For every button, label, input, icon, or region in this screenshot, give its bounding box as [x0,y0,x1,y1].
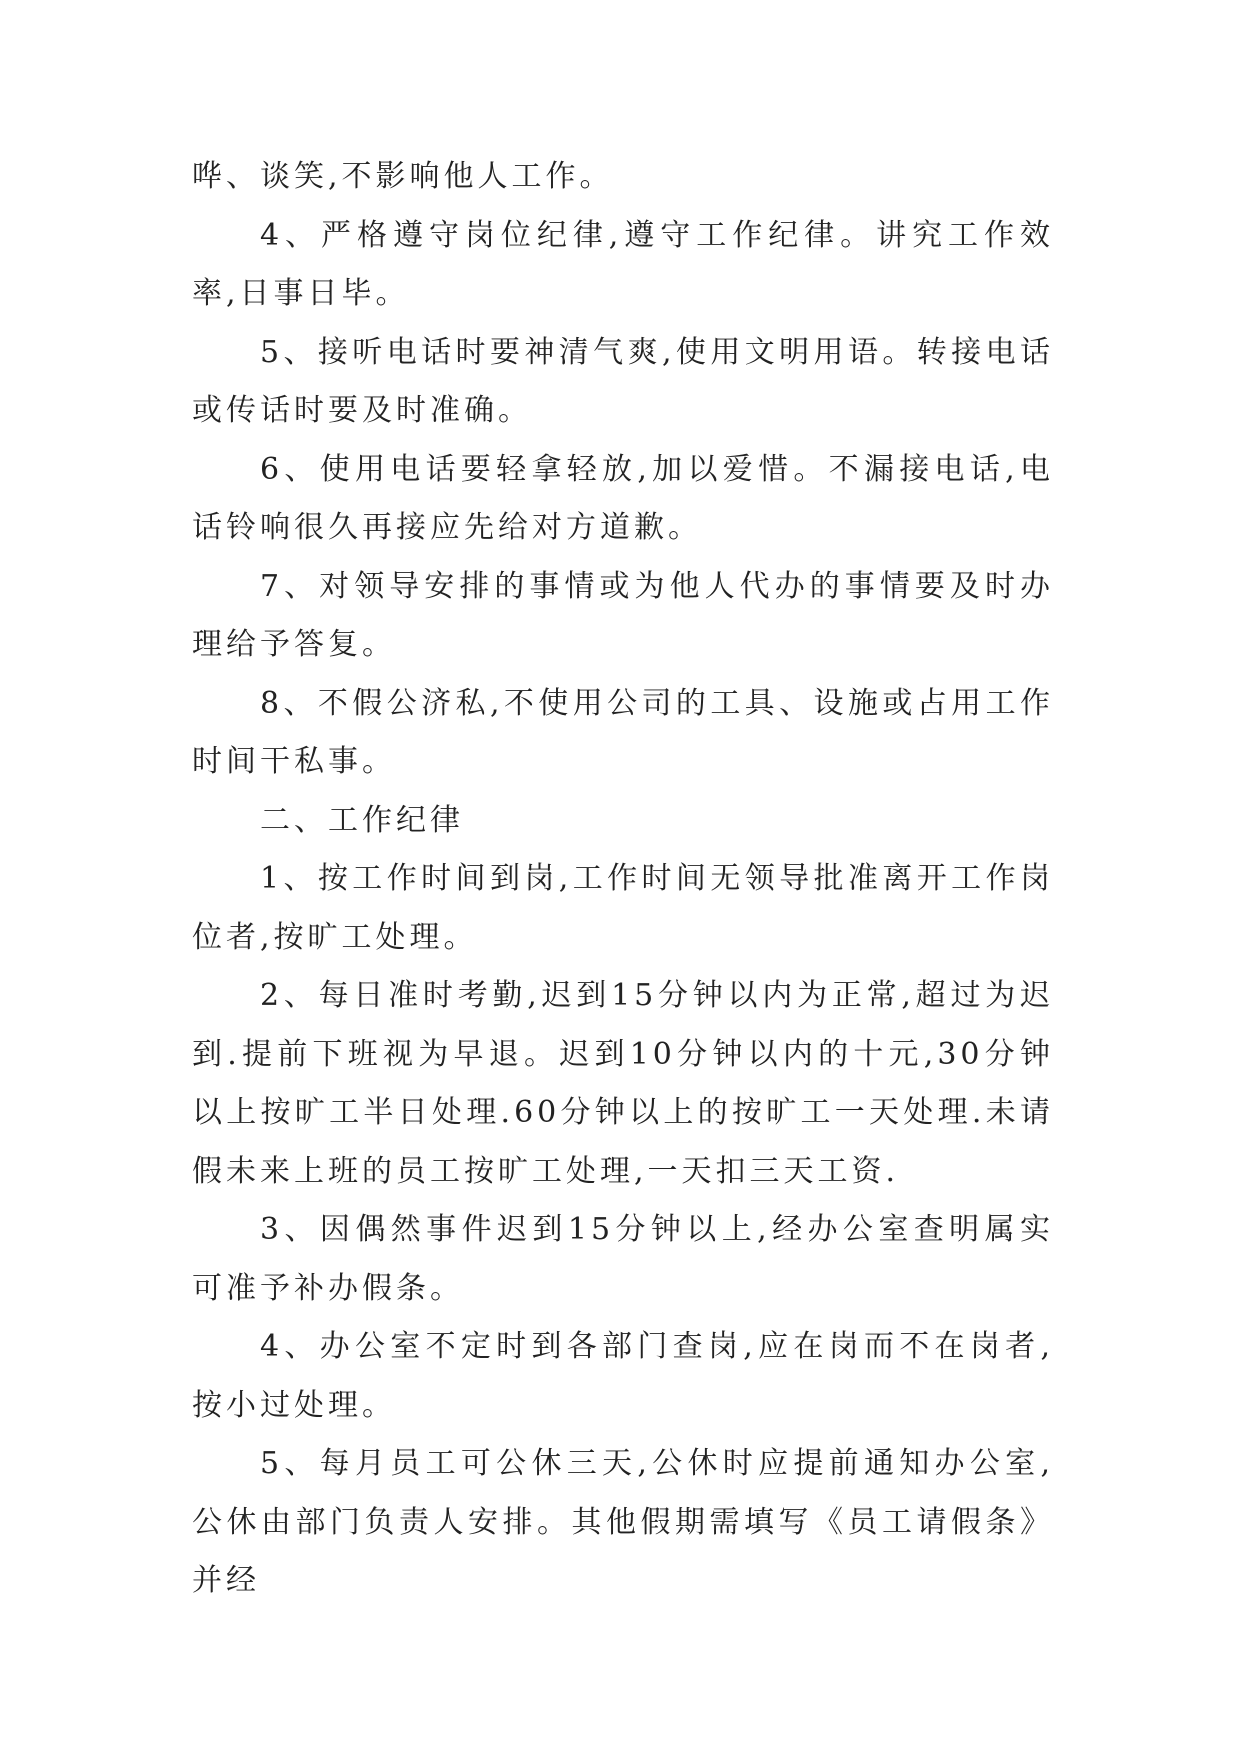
document-body [192,148,1054,1611]
paragraph-continued: 哗、谈笑,不影响他人工作。 [192,159,614,194]
paragraph-rule-6: 6、使用电话要轻拿轻放,加以爱惜。不漏接电话,电话铃响很久再接应先给对方道歉。 [192,451,1054,545]
paragraph-rule-4: 4、严格遵守岗位纪律,遵守工作纪律。讲究工作效率,日事日毕。 [192,217,1054,311]
paragraph-rule-7: 7、对领导安排的事情或为他人代办的事情要及时办理给予答复。 [192,568,1054,662]
paragraph-discipline-4: 4、办公室不定时到各部门查岗,应在岗而不在岗者,按小过处理。 [192,1329,1054,1423]
paragraph-discipline-2: 2、每日准时考勤,迟到15分钟以内为正常,超过为迟到.提前下班视为早退。迟到10分钟以内的十元,30分钟以上按旷工半日处理.60分钟以上的按旷工一天处理.未请假未来上班的员工按旷工处理,一天扣三天工资. [192,978,1054,1189]
paragraph-discipline-1: 1、按工作时间到岗,工作时间无领导批准离开工作岗位者,按旷工处理。 [192,861,1054,955]
paragraph-rule-5: 5、接听电话时要神清气爽,使用文明用语。转接电话或传话时要及时准确。 [192,334,1054,428]
paragraph-discipline-3: 3、因偶然事件迟到15分钟以上,经办公室查明属实可准予补办假条。 [192,1212,1054,1306]
paragraph-rule-8: 8、不假公济私,不使用公司的工具、设施或占用工作时间干私事。 [192,685,1054,779]
paragraph-discipline-5: 5、每月员工可公休三天,公休时应提前通知办公室,公休由部门负责人安排。其他假期需填写《员工请假条》并经 [192,1446,1054,1598]
section-heading: 二、工作纪律 [260,802,464,838]
